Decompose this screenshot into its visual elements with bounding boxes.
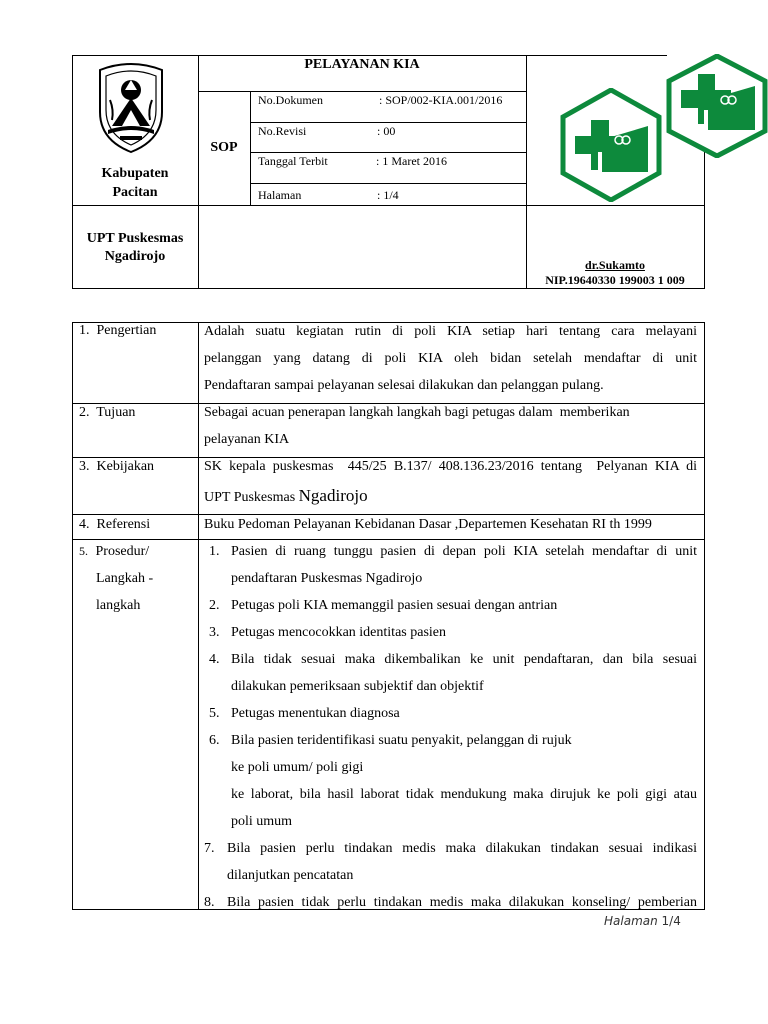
section-label-referensi: 4. Referensi	[79, 517, 151, 532]
section-label-prosedur	[79, 538, 153, 565]
signer-nip: NIP.19640330 199003 1 009	[545, 273, 685, 287]
section-text-referensi: Buku Pedoman Pelayanan Kebidanan Dasar ,Departemen Kesehatan RI th 1999	[204, 517, 652, 532]
list-number: 7.	[204, 841, 215, 856]
list-number: 8.	[204, 895, 215, 910]
text-line: Langkah -	[96, 571, 154, 586]
text-line: Petugas menentukan diagnosa	[231, 706, 400, 721]
text-line: Sebagai acuan penerapan langkah langkah bagi petugas dalam memberikan	[204, 405, 630, 420]
text-line: pendaftaran Puskesmas Ngadirojo	[231, 571, 423, 586]
list-number: 1.	[209, 544, 220, 559]
regency-emblem	[92, 60, 170, 154]
procedure-list	[204, 538, 697, 916]
field-label-tanggal-terbit: Tanggal Terbit	[258, 154, 328, 168]
text-line	[204, 480, 697, 514]
text-line: Bila pasien tidak perlu tindakan medis maka dilakukan konseling/ pemberian	[227, 895, 697, 910]
section-label-kebijakan: 3. Kebijakan	[79, 459, 155, 474]
sop-label: SOP	[210, 140, 238, 155]
text-line: Petugas mencocokkan identitas pasien	[231, 625, 446, 640]
field-value-no-revisi: : 00	[377, 124, 396, 138]
list-number: 2.	[209, 598, 220, 613]
list-item	[204, 619, 697, 646]
list-item	[204, 646, 697, 700]
text-line: ke poli umum/ poli gigi	[231, 760, 364, 775]
page-footer	[604, 914, 681, 928]
section-number: 5.	[79, 544, 88, 558]
list-item	[204, 835, 697, 889]
field-label-no-dokumen: No.Dokumen	[258, 93, 323, 107]
section-text-tujuan	[204, 399, 697, 453]
field-label-halaman: Halaman	[258, 188, 302, 202]
text-line: Pasien di ruang tunggu pasien di depan poli KIA setelah mendaftar di unit	[231, 544, 697, 559]
footer-page-value: 1/4	[661, 914, 681, 928]
text-line: dilakukan pemeriksaan subjektif dan objektif	[231, 679, 484, 694]
list-item	[204, 592, 697, 619]
unit-name-line2: Ngadirojo	[104, 249, 166, 264]
text-line: SK kepala puskesmas 445/25 B.137/ 408.136.23/2016 tentang Pelyanan KIA di	[204, 459, 697, 474]
text-span: UPT Puskesmas	[204, 490, 299, 505]
section-label-tujuan: 2. Tujuan	[79, 405, 136, 420]
text-span: Prosedur/	[95, 544, 150, 559]
text-line: Petugas poli KIA memanggil pasien sesuai dengan antrian	[231, 598, 558, 613]
list-number: 6.	[209, 733, 220, 748]
text-span-large: Ngadirojo	[298, 486, 368, 505]
list-number: 3.	[209, 625, 220, 640]
puskesmas-logo-icon	[560, 88, 662, 202]
puskesmas-logo-icon-secondary	[665, 54, 768, 158]
text-line: pelayanan KIA	[204, 432, 290, 447]
field-value-tanggal-terbit: : 1 Maret 2016	[376, 154, 447, 168]
list-number: 5.	[209, 706, 220, 721]
unit-name-line1: UPT Puskesmas	[86, 231, 184, 246]
region-name-line1: Kabupaten	[101, 166, 169, 181]
section-text-kebijakan	[204, 453, 697, 514]
text-line: langkah	[96, 598, 141, 613]
list-number: 4.	[209, 652, 220, 667]
field-value-no-dokumen: : SOP/002-KIA.001/2016	[379, 93, 503, 107]
list-item	[204, 889, 697, 916]
section-label-pengertian: 1. Pengertian	[79, 323, 157, 338]
text-line: Bila pasien perlu tindakan medis maka dilakukan tindakan sesuai indikasi	[227, 841, 697, 856]
field-value-halaman: : 1/4	[377, 188, 399, 202]
text-line: Bila tidak sesuai maka dikembalikan ke unit pendaftaran, dan bila sesuai	[231, 652, 697, 667]
text-line: dilanjutkan pencatatan	[227, 868, 354, 883]
text-line: Pendaftaran sampai pelayanan selesai dilakukan dan pelanggan pulang.	[204, 378, 604, 393]
text-line: ke laborat, bila hasil laborat tidak mendukung maka dirujuk ke poli gigi atau	[231, 787, 697, 802]
field-label-no-revisi: No.Revisi	[258, 124, 307, 138]
text-line: pelanggan yang datang di poli KIA oleh bidan setelah mendaftar di unit	[204, 351, 697, 366]
section-text-pengertian	[204, 318, 697, 399]
document-title: PELAYANAN KIA	[304, 57, 420, 72]
text-line: poli umum	[231, 814, 293, 829]
region-name-line2: Pacitan	[112, 185, 158, 200]
list-item	[204, 700, 697, 727]
text-line: Adalah suatu kegiatan rutin di poli KIA setiap hari tentang cara melayani	[204, 324, 697, 339]
footer-page-label: Halaman	[604, 914, 658, 928]
list-item	[204, 727, 697, 835]
signer-name: dr.Sukamto	[585, 258, 645, 272]
text-line: Bila pasien teridentifikasi suatu penyakit, pelanggan di rujuk	[231, 733, 572, 748]
list-item	[204, 538, 697, 592]
